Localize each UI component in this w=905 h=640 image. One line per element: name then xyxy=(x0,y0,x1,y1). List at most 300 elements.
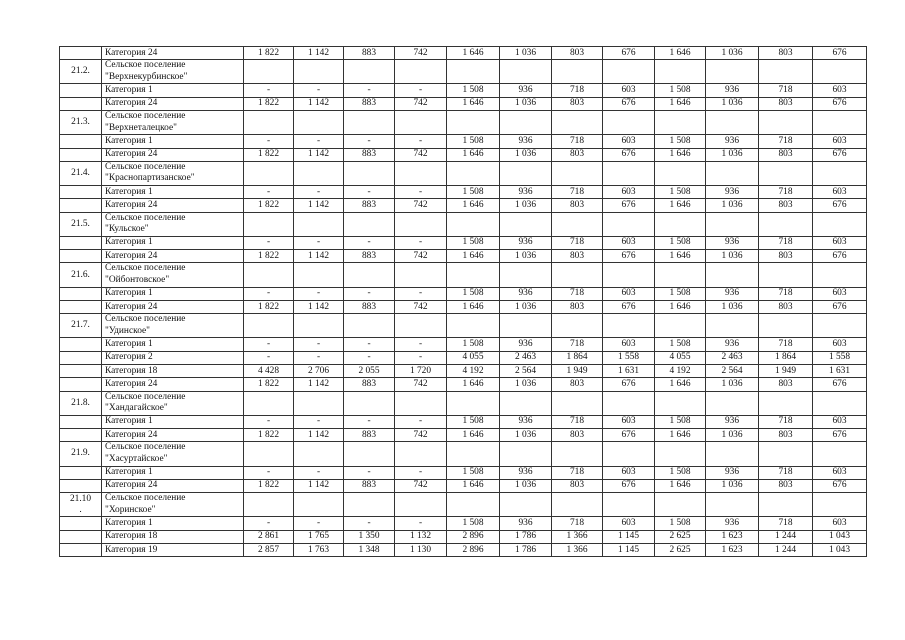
tariff-value: 1 786 xyxy=(500,543,552,556)
section-number: 21.9. xyxy=(60,442,102,466)
tariff-value: 883 xyxy=(344,479,395,492)
section-number: 21.7. xyxy=(60,314,102,338)
tariff-value: - xyxy=(344,517,395,530)
empty-cell xyxy=(244,212,294,236)
tariff-value: 883 xyxy=(344,199,395,212)
tariff-value: 936 xyxy=(706,415,759,428)
tariff-value: 2 625 xyxy=(655,543,706,556)
tariff-value: 676 xyxy=(603,148,655,161)
tariff-value: - xyxy=(395,287,447,300)
tariff-value: 718 xyxy=(759,186,813,199)
category-label: Категория 24 xyxy=(102,300,244,313)
tariff-value: 1 508 xyxy=(447,135,500,148)
tariff-value: 1 646 xyxy=(447,378,500,391)
empty-cell xyxy=(759,60,813,84)
tariff-value: 936 xyxy=(500,466,552,479)
row-number-cell xyxy=(60,517,102,530)
tariff-value: 1 949 xyxy=(759,364,813,377)
empty-cell xyxy=(706,391,759,415)
table-row xyxy=(60,429,867,442)
tariff-value: - xyxy=(244,236,294,249)
empty-cell xyxy=(552,111,603,135)
tariff-value: - xyxy=(294,338,344,351)
tariff-value: 1 043 xyxy=(813,543,867,556)
tariff-value: - xyxy=(344,236,395,249)
tariff-value: - xyxy=(244,415,294,428)
tariff-value: 936 xyxy=(500,135,552,148)
tariff-value: 803 xyxy=(552,479,603,492)
section-name-line: Сельское поселение xyxy=(105,161,186,172)
empty-cell xyxy=(500,263,552,287)
tariff-value: - xyxy=(294,186,344,199)
section-number: 21.3. xyxy=(60,111,102,135)
empty-cell xyxy=(244,263,294,287)
tariff-value: 742 xyxy=(395,300,447,313)
tariff-value: 1 508 xyxy=(447,466,500,479)
empty-cell xyxy=(813,263,867,287)
empty-cell xyxy=(603,212,655,236)
tariff-value: 803 xyxy=(759,47,813,60)
tariff-value: 803 xyxy=(552,97,603,110)
tariff-value: 718 xyxy=(552,135,603,148)
tariff-value: 1 350 xyxy=(344,530,395,543)
tariff-value: - xyxy=(244,338,294,351)
section-number: 21.2. xyxy=(60,60,102,84)
tariff-value: 4 055 xyxy=(655,351,706,364)
tariff-value: 1 558 xyxy=(603,351,655,364)
empty-cell xyxy=(344,212,395,236)
empty-cell xyxy=(395,493,447,517)
table-row xyxy=(60,466,867,479)
section-name xyxy=(102,111,244,135)
tariff-value: - xyxy=(244,517,294,530)
row-number-cell xyxy=(60,338,102,351)
section-name-line: "Хасуртайское" xyxy=(105,453,168,464)
section-name xyxy=(102,493,244,517)
tariff-value: - xyxy=(395,517,447,530)
tariff-value: 1 646 xyxy=(655,97,706,110)
empty-cell xyxy=(706,442,759,466)
table-row xyxy=(60,378,867,391)
empty-cell xyxy=(813,161,867,185)
tariff-value: 603 xyxy=(813,135,867,148)
tariff-value: 718 xyxy=(552,338,603,351)
section-name-line: Сельское поселение xyxy=(105,111,186,122)
tariff-value: 742 xyxy=(395,199,447,212)
section-name xyxy=(102,391,244,415)
tariff-value: 742 xyxy=(395,148,447,161)
row-number-cell xyxy=(60,543,102,556)
empty-cell xyxy=(813,442,867,466)
tariff-value: 803 xyxy=(759,429,813,442)
section-name-line: Сельское поселение xyxy=(105,263,186,274)
tariff-value: 936 xyxy=(500,186,552,199)
tariff-value: 936 xyxy=(500,236,552,249)
tariff-value: 603 xyxy=(813,84,867,97)
empty-cell xyxy=(244,314,294,338)
tariff-value: 676 xyxy=(603,199,655,212)
tariff-value: 1 822 xyxy=(244,199,294,212)
tariff-value: 883 xyxy=(344,429,395,442)
tariff-value: 883 xyxy=(344,148,395,161)
tariff-value: 603 xyxy=(603,236,655,249)
tariff-value: 1 646 xyxy=(447,479,500,492)
tariff-value: 1 646 xyxy=(655,429,706,442)
row-number-cell xyxy=(60,378,102,391)
empty-cell xyxy=(603,111,655,135)
tariff-value: 1 646 xyxy=(447,148,500,161)
section-number: 21.8. xyxy=(60,391,102,415)
tariff-value: 1 036 xyxy=(500,250,552,263)
tariff-value: 883 xyxy=(344,47,395,60)
section-number: 21.4. xyxy=(60,161,102,185)
empty-cell xyxy=(244,111,294,135)
section-name-line: "Хоринское" xyxy=(105,504,156,515)
tariff-value: 803 xyxy=(759,250,813,263)
tariff-value: 718 xyxy=(759,287,813,300)
empty-cell xyxy=(500,314,552,338)
table-row xyxy=(60,97,867,110)
category-label: Категория 1 xyxy=(102,84,244,97)
tariff-value: 1 130 xyxy=(395,543,447,556)
tariff-value: 883 xyxy=(344,378,395,391)
tariff-value: 1 646 xyxy=(447,300,500,313)
empty-cell xyxy=(706,263,759,287)
tariff-value: 1 822 xyxy=(244,97,294,110)
tariff-value: 1 646 xyxy=(655,300,706,313)
tariff-value: 4 192 xyxy=(447,364,500,377)
empty-cell xyxy=(244,161,294,185)
tariff-value: 936 xyxy=(706,186,759,199)
tariff-value: 1 036 xyxy=(500,47,552,60)
empty-cell xyxy=(294,442,344,466)
tariff-value: 676 xyxy=(603,378,655,391)
empty-cell xyxy=(706,161,759,185)
empty-cell xyxy=(500,111,552,135)
tariff-value: 742 xyxy=(395,47,447,60)
tariff-value: 1 646 xyxy=(655,148,706,161)
tariff-value: 603 xyxy=(813,287,867,300)
table-row xyxy=(60,47,867,60)
table-row xyxy=(60,338,867,351)
tariff-value: 803 xyxy=(552,429,603,442)
tariff-value: 2 564 xyxy=(500,364,552,377)
empty-cell xyxy=(344,263,395,287)
tariff-value: 742 xyxy=(395,97,447,110)
tariff-value: 676 xyxy=(603,97,655,110)
tariff-value: 1 142 xyxy=(294,47,344,60)
empty-cell xyxy=(603,161,655,185)
row-number-cell xyxy=(60,148,102,161)
tariff-value: 936 xyxy=(706,466,759,479)
tariff-value: 1 864 xyxy=(552,351,603,364)
tariff-value: 1 142 xyxy=(294,199,344,212)
tariff-value: 803 xyxy=(759,479,813,492)
tariff-value: 2 861 xyxy=(244,530,294,543)
empty-cell xyxy=(500,442,552,466)
table-row xyxy=(60,84,867,97)
tariff-value: 718 xyxy=(759,236,813,249)
tariff-value: 1 822 xyxy=(244,47,294,60)
tariff-value: 1 043 xyxy=(813,530,867,543)
category-label: Категория 24 xyxy=(102,250,244,263)
tariff-value: - xyxy=(294,466,344,479)
empty-cell xyxy=(500,391,552,415)
tariff-value: 1 508 xyxy=(655,135,706,148)
tariff-value: 718 xyxy=(552,84,603,97)
tariff-value: 603 xyxy=(603,287,655,300)
table-row xyxy=(60,479,867,492)
tariff-value: 4 192 xyxy=(655,364,706,377)
table-row xyxy=(60,530,867,543)
row-number-cell xyxy=(60,250,102,263)
tariff-value: - xyxy=(395,135,447,148)
tariff-value: 1 822 xyxy=(244,429,294,442)
tariff-value: 676 xyxy=(813,97,867,110)
empty-cell xyxy=(395,161,447,185)
tariff-value: 1 646 xyxy=(447,97,500,110)
tariff-value: 936 xyxy=(706,84,759,97)
tariff-value: - xyxy=(244,287,294,300)
tariff-value: 676 xyxy=(603,479,655,492)
tariff-value: 803 xyxy=(552,148,603,161)
tariff-value: 1 763 xyxy=(294,543,344,556)
empty-cell xyxy=(813,493,867,517)
table-row xyxy=(60,300,867,313)
empty-cell xyxy=(395,391,447,415)
empty-cell xyxy=(395,212,447,236)
empty-cell xyxy=(500,60,552,84)
tariff-value: - xyxy=(294,517,344,530)
section-name-line: Сельское поселение xyxy=(105,493,186,504)
tariff-value: 1 508 xyxy=(447,84,500,97)
section-name-line: "Верхнеталецкое" xyxy=(105,122,177,133)
table-row xyxy=(60,543,867,556)
empty-cell xyxy=(759,263,813,287)
tariff-value: 2 896 xyxy=(447,530,500,543)
empty-cell xyxy=(603,442,655,466)
tariff-value: 1 142 xyxy=(294,378,344,391)
tariff-value: 1 244 xyxy=(759,543,813,556)
table-row xyxy=(60,135,867,148)
tariff-value: 603 xyxy=(603,466,655,479)
tariff-value: 718 xyxy=(552,186,603,199)
category-label: Категория 19 xyxy=(102,543,244,556)
section-number: 21.6. xyxy=(60,263,102,287)
empty-cell xyxy=(447,493,500,517)
table-row xyxy=(60,517,867,530)
tariff-value: 742 xyxy=(395,429,447,442)
table-row xyxy=(60,351,867,364)
empty-cell xyxy=(344,111,395,135)
tariff-value: - xyxy=(294,287,344,300)
category-label: Категория 1 xyxy=(102,338,244,351)
empty-cell xyxy=(395,263,447,287)
empty-cell xyxy=(447,161,500,185)
section-name-line: "Кульское" xyxy=(105,224,149,235)
tariff-value: 718 xyxy=(552,287,603,300)
tariff-value: - xyxy=(395,351,447,364)
tariff-value: 1 036 xyxy=(706,97,759,110)
section-name xyxy=(102,212,244,236)
tariff-value: 676 xyxy=(603,429,655,442)
tariff-value: - xyxy=(344,186,395,199)
row-number-cell xyxy=(60,351,102,364)
tariff-value: 1 142 xyxy=(294,429,344,442)
tariff-value: 1 508 xyxy=(655,236,706,249)
table-row xyxy=(60,186,867,199)
section-name xyxy=(102,161,244,185)
tariff-value: 803 xyxy=(759,97,813,110)
empty-cell xyxy=(813,212,867,236)
tariff-value: 718 xyxy=(552,466,603,479)
document-page xyxy=(59,46,867,557)
empty-cell xyxy=(706,60,759,84)
tariff-value: 2 055 xyxy=(344,364,395,377)
tariff-value: 718 xyxy=(759,466,813,479)
tariff-value: 883 xyxy=(344,250,395,263)
table-row xyxy=(60,148,867,161)
tariff-value: 936 xyxy=(706,287,759,300)
section-name-line: "Удинское" xyxy=(105,325,150,336)
tariff-value: 803 xyxy=(759,199,813,212)
tariff-value: 1 508 xyxy=(655,287,706,300)
empty-cell xyxy=(395,314,447,338)
tariff-value: 1 623 xyxy=(706,543,759,556)
tariff-value: 1 822 xyxy=(244,250,294,263)
tariff-value: 603 xyxy=(813,338,867,351)
section-name-line: "Краснопартизанское" xyxy=(105,173,195,184)
tariff-value: - xyxy=(244,466,294,479)
tariff-value: - xyxy=(344,466,395,479)
tariff-value: 742 xyxy=(395,250,447,263)
empty-cell xyxy=(552,314,603,338)
empty-cell xyxy=(655,161,706,185)
category-label: Категория 24 xyxy=(102,47,244,60)
tariff-value: 936 xyxy=(500,338,552,351)
tariff-value: 803 xyxy=(759,148,813,161)
tariff-value: 936 xyxy=(706,135,759,148)
empty-cell xyxy=(655,391,706,415)
tariff-value: 1 631 xyxy=(813,364,867,377)
empty-cell xyxy=(552,442,603,466)
category-label: Категория 1 xyxy=(102,287,244,300)
tariff-value: 1 036 xyxy=(500,479,552,492)
empty-cell xyxy=(447,314,500,338)
section-name xyxy=(102,442,244,466)
tariff-value: 718 xyxy=(552,415,603,428)
tariff-value: 1 646 xyxy=(655,378,706,391)
tariff-value: - xyxy=(395,186,447,199)
row-number-cell xyxy=(60,97,102,110)
empty-cell xyxy=(759,493,813,517)
tariff-value: 936 xyxy=(500,415,552,428)
tariff-value: - xyxy=(294,135,344,148)
empty-cell xyxy=(552,161,603,185)
tariff-value: 1 720 xyxy=(395,364,447,377)
section-number: 21.10 . xyxy=(60,493,102,517)
tariff-value: 1 508 xyxy=(447,338,500,351)
tariff-value: 1 036 xyxy=(706,300,759,313)
tariff-value: 603 xyxy=(813,236,867,249)
tariff-value: 4 428 xyxy=(244,364,294,377)
tariff-value: 1 646 xyxy=(447,250,500,263)
tariff-value: 676 xyxy=(813,300,867,313)
tariff-value: 936 xyxy=(500,287,552,300)
tariff-value: 1 142 xyxy=(294,97,344,110)
tariff-value: 1 142 xyxy=(294,300,344,313)
tariff-value: - xyxy=(395,84,447,97)
category-label: Категория 24 xyxy=(102,199,244,212)
empty-cell xyxy=(759,212,813,236)
tariff-value: - xyxy=(395,415,447,428)
tariff-value: 1 508 xyxy=(447,186,500,199)
tariff-value: 603 xyxy=(813,415,867,428)
tariff-value: 1 142 xyxy=(294,148,344,161)
tariff-value: 718 xyxy=(759,415,813,428)
tariff-value: 676 xyxy=(813,148,867,161)
tariff-value: 936 xyxy=(500,517,552,530)
category-label: Категория 1 xyxy=(102,517,244,530)
tariff-value: 718 xyxy=(552,236,603,249)
tariff-value: 1 142 xyxy=(294,479,344,492)
tariff-value: 1 508 xyxy=(447,287,500,300)
row-number-cell xyxy=(60,287,102,300)
category-label: Категория 1 xyxy=(102,236,244,249)
category-label: Категория 24 xyxy=(102,378,244,391)
tariff-value: 803 xyxy=(759,378,813,391)
empty-cell xyxy=(294,314,344,338)
tariff-value: 1 508 xyxy=(655,415,706,428)
empty-cell xyxy=(294,161,344,185)
empty-cell xyxy=(552,212,603,236)
tariff-value: 1 036 xyxy=(500,429,552,442)
tariff-value: - xyxy=(244,84,294,97)
tariff-value: 4 055 xyxy=(447,351,500,364)
section-name xyxy=(102,60,244,84)
tariff-value: 803 xyxy=(552,47,603,60)
tariff-value: 1 036 xyxy=(500,97,552,110)
row-number-cell xyxy=(60,47,102,60)
tariff-value: 742 xyxy=(395,378,447,391)
tariff-value: 1 786 xyxy=(500,530,552,543)
empty-cell xyxy=(759,314,813,338)
tariff-value: 1 244 xyxy=(759,530,813,543)
empty-cell xyxy=(447,60,500,84)
section-name-line: "Верхнекурбинское" xyxy=(105,71,188,82)
tariff-value: 1 508 xyxy=(655,517,706,530)
empty-cell xyxy=(395,111,447,135)
tariff-value: - xyxy=(344,84,395,97)
tariff-value: 603 xyxy=(603,186,655,199)
empty-cell xyxy=(706,493,759,517)
empty-cell xyxy=(294,263,344,287)
tariff-value: 676 xyxy=(813,47,867,60)
row-number-cell xyxy=(60,364,102,377)
empty-cell xyxy=(244,391,294,415)
empty-cell xyxy=(447,111,500,135)
section-name-line: Сельское поселение xyxy=(105,442,186,453)
tariff-table xyxy=(59,46,867,557)
row-number-cell xyxy=(60,300,102,313)
empty-cell xyxy=(294,493,344,517)
tariff-value: 803 xyxy=(552,300,603,313)
section-name-line: Сельское поселение xyxy=(105,212,186,223)
tariff-value: 1 508 xyxy=(447,415,500,428)
tariff-value: - xyxy=(344,338,395,351)
section-name xyxy=(102,314,244,338)
tariff-value: 1 036 xyxy=(706,148,759,161)
